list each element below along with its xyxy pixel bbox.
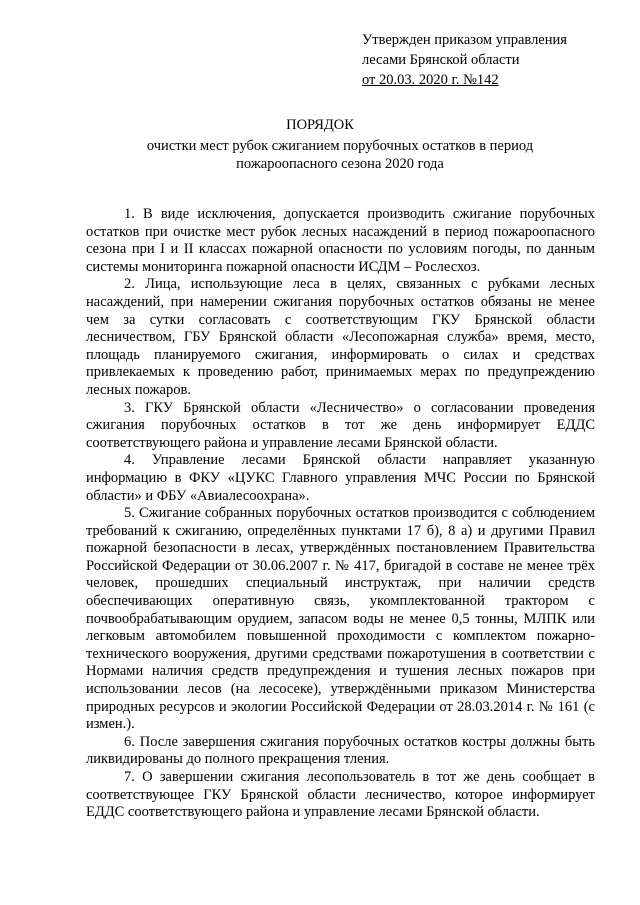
paragraph-5: 5. Сжигание собранных порубочных остатков производится с соблюдением требований к сжиганию, определённых пунктами 17 б), 8 а) и другими Правил пожарной безопасности в лесах, утверждённых постановлением Правительства Российской Федерации от 30.06.2007 г. № 417, бригадой в составе не менее трёх человек, прошедших специальный инструктаж, при наличии средств обеспечивающих оперативную связь, укомплектованной трактором с почвообрабатывающим орудием, запасом воды не менее 0,5 тонны, МЛПК или легковым автомобилем повышенной проходимости с комплектом пожарно-технического вооружения, другими средствами пожаротушения в соответствии с Нормами наличия средств предупреждения и тушения лесных пожаров при использовании лесов (на лесосеке), утверждёнными приказом Министерства природных ресурсов и экологии Российской Федерации от 28.03.2014 г. № 161 (с измен.).	[86, 505, 595, 733]
approval-line: Утвержден приказом управления	[362, 32, 567, 48]
paragraph-7: 7. О завершении сжигания лесопользователь в тот же день сообщает в соответствующее ГКУ Брянской области лесничество, которое информирует ЕДДС соответствующего района и управление лесами Брянской области.	[86, 769, 595, 821]
approval-stamp	[362, 30, 612, 90]
document-body	[86, 206, 595, 822]
paragraph-1: 1. В виде исключения, допускается производить сжигание порубочных остатков при очистке мест рубок лесных насаждений в период пожароопасного сезона при I и II классах пожарной опасности по условиям погоды, по данным системы мониторинга пожарной опасности ИСДМ – Рослесхоз.	[86, 206, 595, 275]
approval-line: лесами Брянской области	[362, 52, 520, 68]
document-subtitle: очистки мест рубок сжиганием порубочных остатков в период пожароопасного сезона 2020 года	[146, 138, 534, 172]
approval-order-ref: от 20.03. 2020 г. №142	[362, 72, 499, 88]
paragraph-4: 4. Управление лесами Брянской области направляет указанную информацию в ФКУ «ЦУКС Главного управления МЧС России по Брянской области» и ФБУ «Авиалесоохрана».	[86, 452, 595, 504]
paragraph-2: 2. Лица, использующие леса в целях, связанных с рубками лесных насаждений, при намерении сжигания порубочных остатков обязаны не менее чем за сутки согласовать с соответствующим ГКУ Брянской области лесничеством, ГБУ Брянской области «Лесопожарная служба» время, место, площадь планируемого сжигания, информировать о силах и средствах привлекаемых к проведению работ, принимаемых мерах по предупреждению лесных пожаров.	[86, 276, 595, 398]
paragraph-6: 6. После завершения сжигания порубочных остатков костры должны быть ликвидированы до полного прекращения тления.	[86, 733, 595, 768]
paragraph-3: 3. ГКУ Брянской области «Лесничество» о согласовании проведения сжигания порубочных остатков в тот же день информирует ЕДДС соответствующего района и управление лесами Брянской области.	[86, 399, 595, 451]
document-title: ПОРЯДОК	[286, 117, 354, 133]
